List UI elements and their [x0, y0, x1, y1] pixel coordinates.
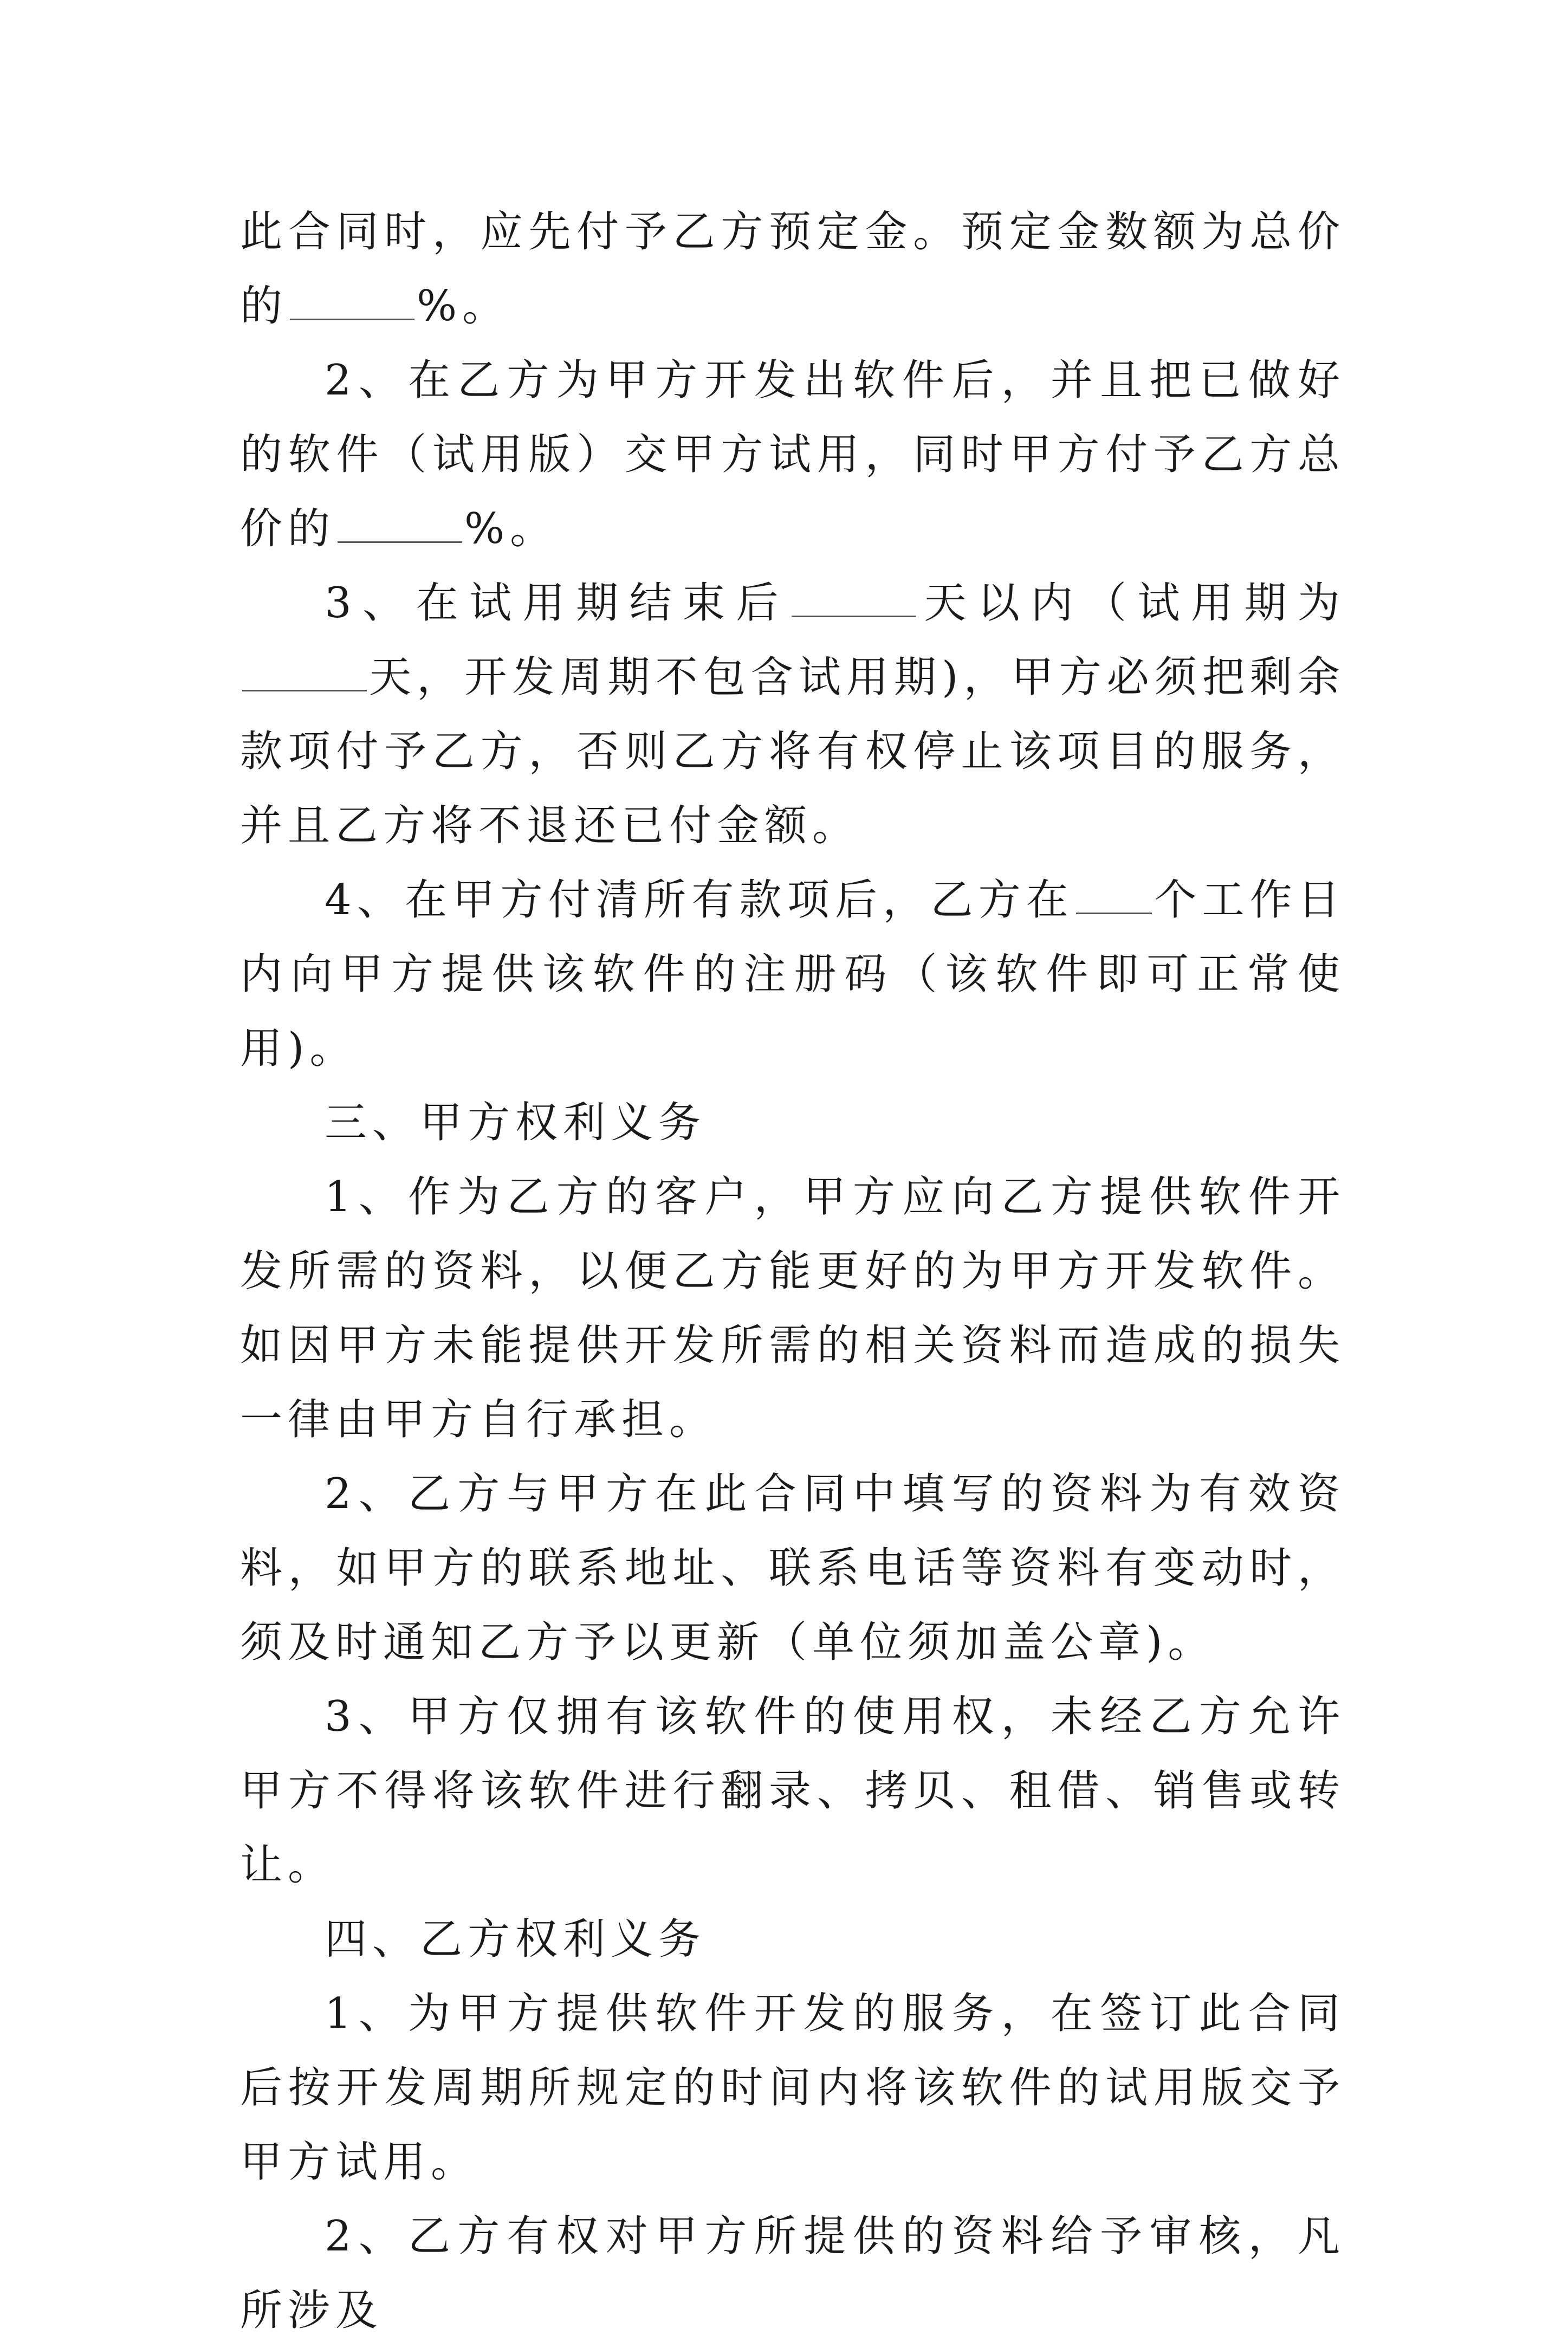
paragraph-deposit — [240, 195, 1345, 344]
section-heading-party-a — [240, 1086, 1345, 1160]
text-run: 4、在甲方付清所有款项后，乙方在 — [325, 876, 1074, 924]
text-run: 四、乙方权利义务 — [325, 1915, 707, 1964]
text-run: %。 — [417, 282, 510, 331]
text-run: 3、甲方仅拥有该软件的使用权，未经乙方允许甲方不得将该软件进行翻录、拷贝、租借、销售或转让。 — [240, 1692, 1345, 1890]
text-run: 2、在乙方为甲方开发出软件后，并且把已做好的软件（试用版）交甲方试用，同时甲方付予乙方总价的 — [240, 356, 1345, 553]
section-heading-party-b — [240, 1903, 1345, 1977]
text-run: 1、作为乙方的客户，甲方应向乙方提供软件开发所需的资料，以便乙方能更好的为甲方开发软件。如因甲方未能提供开发所需的相关资料而造成的损失一律由甲方自行承担。 — [240, 1173, 1345, 1444]
text-run: 2、乙方与甲方在此合同中填写的资料为有效资料，如甲方的联系地址、联系电话等资料有变动时，须及时通知乙方予以更新（单位须加盖公章)。 — [240, 1470, 1345, 1667]
blank-line — [242, 652, 367, 691]
text-run: 天，开发周期不包含试用期)，甲方必须把剩余款项付予乙方，否则乙方将有权停止该项目的服务，并且乙方将不退还已付金额。 — [240, 653, 1345, 850]
paragraph-registration-code — [240, 863, 1345, 1086]
blank-line — [792, 578, 916, 617]
text-run: 三、甲方权利义务 — [325, 1098, 707, 1147]
paragraph-b-service — [240, 1977, 1345, 2200]
text-run: 天以内（试用期为 — [918, 579, 1345, 628]
paragraph-remaining-payment — [240, 566, 1345, 863]
text-run: 3、在试用期结束后 — [325, 579, 790, 628]
document-body — [240, 195, 1345, 2348]
blank-line — [338, 503, 462, 543]
text-run: 此合同时，应先付予乙方预定金。预定金数额为总价的 — [240, 208, 1345, 331]
text-run: 个工作日内向甲方提供该软件的注册码（该软件即可正常使用)。 — [240, 876, 1345, 1073]
paragraph-a-usage-right — [240, 1680, 1345, 1903]
text-run: %。 — [464, 504, 558, 553]
blank-line — [1076, 875, 1152, 914]
paragraph-a-info-update — [240, 1457, 1345, 1680]
paragraph-trial-payment — [240, 344, 1345, 566]
paragraph-b-review — [240, 2200, 1345, 2348]
paragraph-a-materials — [240, 1160, 1345, 1457]
text-run: 2、乙方有权对甲方所提供的资料给予审核，凡所涉及 — [240, 2212, 1345, 2335]
text-run: 1、为甲方提供软件开发的服务，在签订此合同后按开发周期所规定的时间内将该软件的试用版交予甲方试用。 — [240, 1989, 1345, 2187]
blank-line — [290, 281, 414, 320]
